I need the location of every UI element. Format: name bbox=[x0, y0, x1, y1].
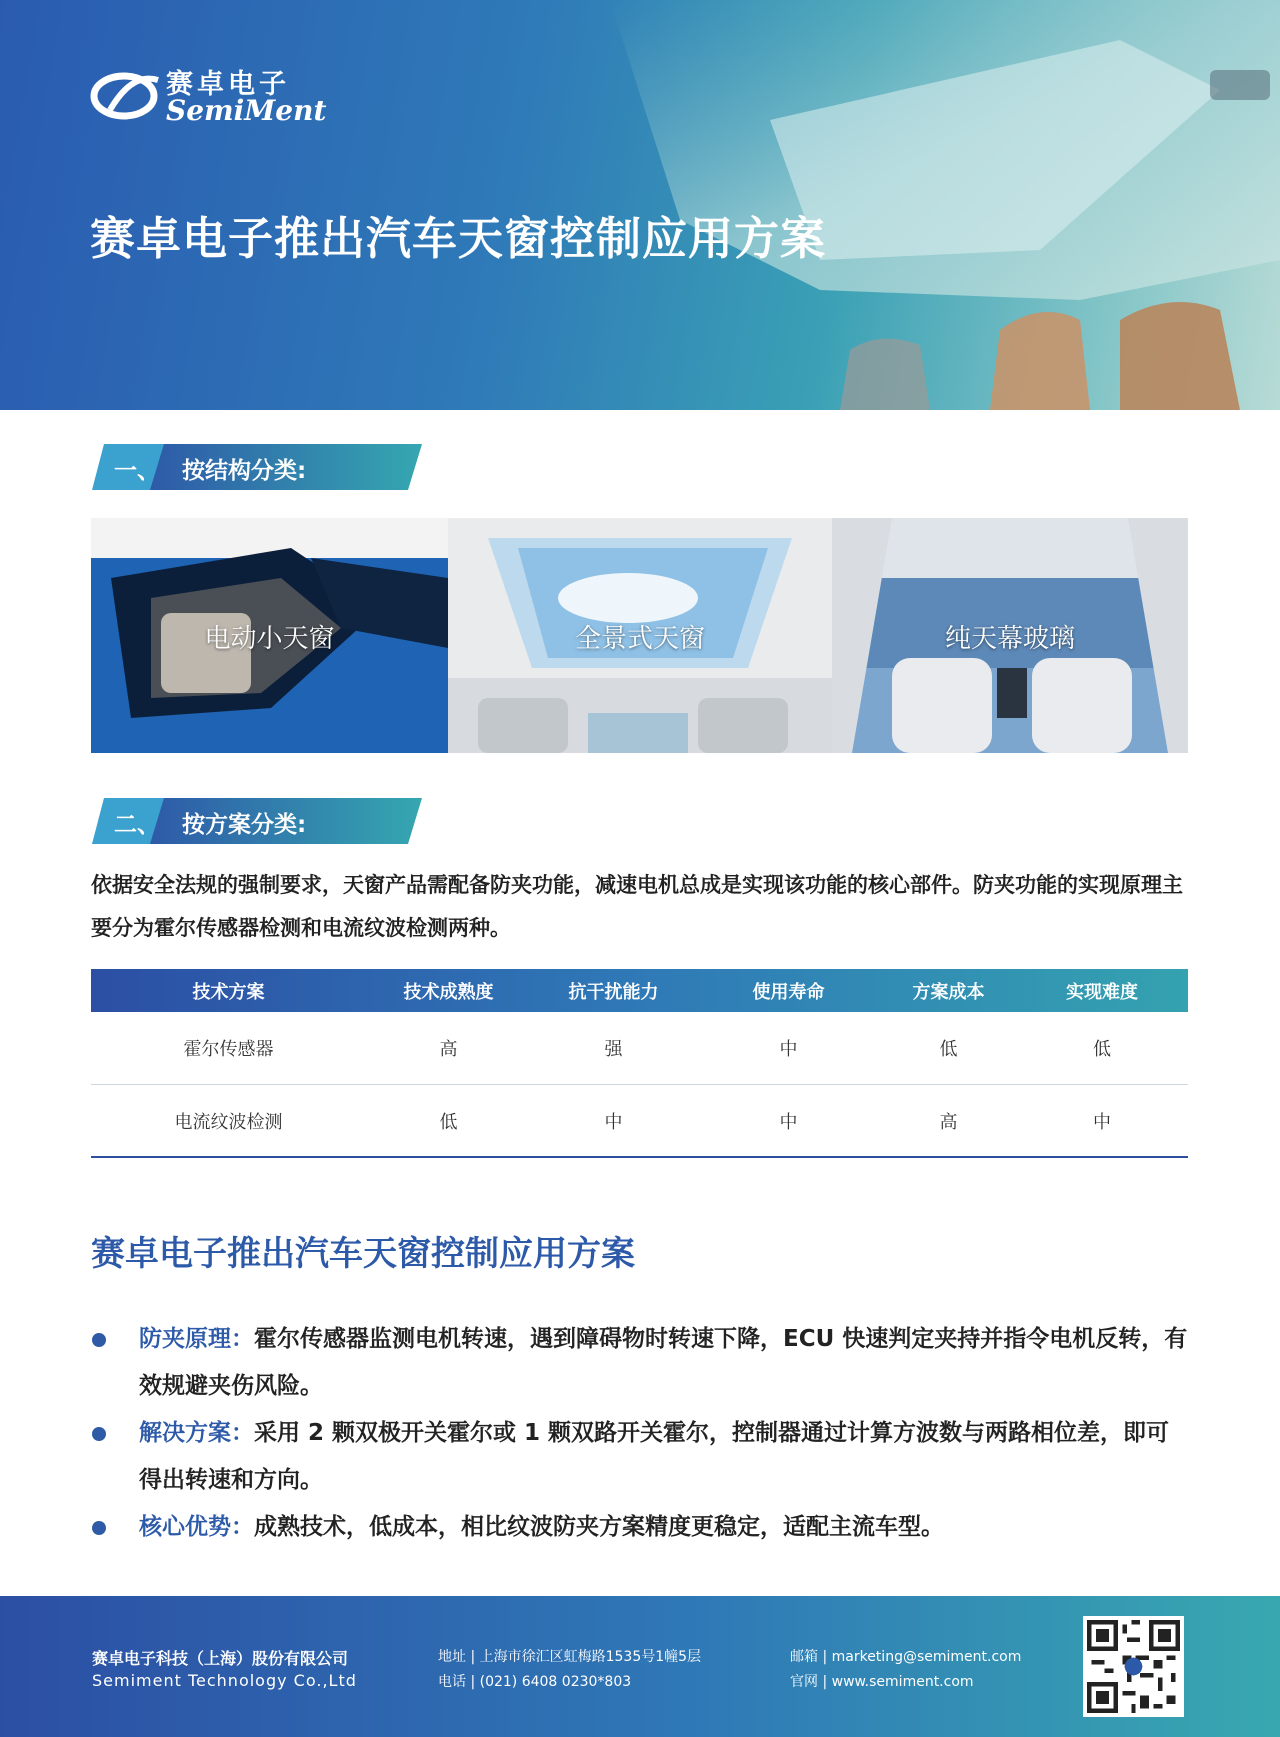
qr-code bbox=[1083, 1616, 1184, 1717]
table-cell: 电流纹波检测 bbox=[174, 1111, 283, 1133]
table-row bbox=[91, 1012, 1188, 1085]
solution-title: 赛卓电子推出汽车天窗控制应用方案 bbox=[91, 1234, 635, 1274]
section-label: 按结构分类: bbox=[182, 458, 307, 484]
footer-email[interactable]: 邮箱 | marketing@semiment.com bbox=[790, 1649, 1022, 1665]
table-cell: 霍尔传感器 bbox=[183, 1039, 274, 1060]
section-number: 二、 bbox=[114, 812, 160, 838]
sunroof-photo-panoramic bbox=[448, 518, 832, 753]
sunroof-caption: 纯天幕玻璃 bbox=[944, 624, 1075, 654]
logo-chinese-name: 赛卓电子 bbox=[166, 69, 290, 100]
footer-website[interactable]: 官网 | www.semiment.com bbox=[790, 1674, 974, 1690]
sunroof-type-gallery bbox=[91, 518, 1188, 753]
section-number: 一、 bbox=[114, 458, 160, 484]
section-header-structure bbox=[92, 444, 422, 490]
table-cell: 中 bbox=[779, 1111, 798, 1133]
list-item bbox=[91, 1504, 1191, 1551]
bullet-text: 霍尔传感器监测电机转速，遇到障碍物时转速下降，ECU 快速判定夹持并指令电机反转，有效规避夹伤风险。 bbox=[139, 1326, 1188, 1399]
table-row bbox=[91, 1085, 1188, 1158]
hero-banner bbox=[0, 0, 1280, 410]
table-header-cell: 方案成本 bbox=[912, 981, 985, 1003]
table-cell: 高 bbox=[939, 1111, 958, 1133]
solution-bullet-list bbox=[91, 1316, 1191, 1551]
bullet-key: 核心优势： bbox=[139, 1514, 254, 1540]
footer-company-name-en: Semiment Technology Co.,Ltd bbox=[92, 1671, 357, 1690]
table-header-row bbox=[91, 969, 1188, 1012]
bullet-key: 解决方案： bbox=[139, 1420, 254, 1446]
table-header-cell: 使用寿命 bbox=[752, 981, 825, 1003]
table-cell: 强 bbox=[604, 1039, 623, 1060]
table-cell: 中 bbox=[1093, 1111, 1111, 1133]
footer-address: 地址 | 上海市徐汇区虹梅路1535号1幢5层 bbox=[438, 1649, 702, 1665]
table-header-cell: 技术成熟度 bbox=[403, 981, 494, 1003]
footer bbox=[0, 1596, 1280, 1737]
bullet-text: 成熟技术，低成本，相比纹波防夹方案精度更稳定，适配主流车型。 bbox=[254, 1514, 944, 1540]
intro-paragraph: 依据安全法规的强制要求，天窗产品需配备防夹功能，减速电机总成是实现该功能的核心部件。防夹功能的实现原理主要分为霍尔传感器检测和电流纹波检测两种。 bbox=[91, 873, 1183, 940]
table-cell: 低 bbox=[439, 1111, 458, 1133]
list-item bbox=[91, 1316, 1191, 1410]
table-cell: 中 bbox=[604, 1111, 623, 1133]
table-cell: 低 bbox=[939, 1039, 958, 1060]
table-header-cell: 技术方案 bbox=[192, 981, 265, 1003]
sunroof-photo-glass-roof bbox=[832, 518, 1188, 753]
page-title: 赛卓电子推出汽车天窗控制应用方案 bbox=[90, 212, 827, 265]
comparison-table bbox=[91, 969, 1188, 1158]
qr-code-icon bbox=[1087, 1620, 1180, 1713]
table-header-cell: 实现难度 bbox=[1066, 981, 1138, 1003]
footer-company-name-cn: 赛卓电子科技（上海）股份有限公司 bbox=[92, 1649, 349, 1668]
table-cell: 中 bbox=[779, 1039, 798, 1060]
section-label: 按方案分类: bbox=[182, 812, 307, 838]
bullet-text: 采用 2 颗双极开关霍尔或 1 颗双路开关霍尔，控制器通过计算方波数与两路相位差，即可得出转速和方向。 bbox=[139, 1420, 1170, 1493]
bullet-dot-icon bbox=[92, 1427, 106, 1441]
list-item bbox=[91, 1410, 1191, 1504]
table-header-cell: 抗干扰能力 bbox=[568, 981, 659, 1003]
sunroof-photo-small bbox=[91, 518, 448, 753]
section-header-solution bbox=[92, 798, 422, 844]
bullet-dot-icon bbox=[92, 1333, 106, 1347]
bullet-dot-icon bbox=[92, 1521, 106, 1535]
table-cell: 低 bbox=[1093, 1039, 1111, 1060]
sunroof-caption: 电动小天窗 bbox=[204, 624, 335, 654]
semiment-logo-icon bbox=[88, 62, 168, 124]
bullet-key: 防夹原理： bbox=[139, 1326, 254, 1352]
table-cell: 高 bbox=[439, 1039, 458, 1060]
logo-english-name: SemiMent bbox=[166, 94, 327, 127]
sunroof-caption: 全景式天窗 bbox=[574, 624, 705, 654]
footer-phone: 电话 | (021) 6408 0230*803 bbox=[438, 1674, 632, 1690]
